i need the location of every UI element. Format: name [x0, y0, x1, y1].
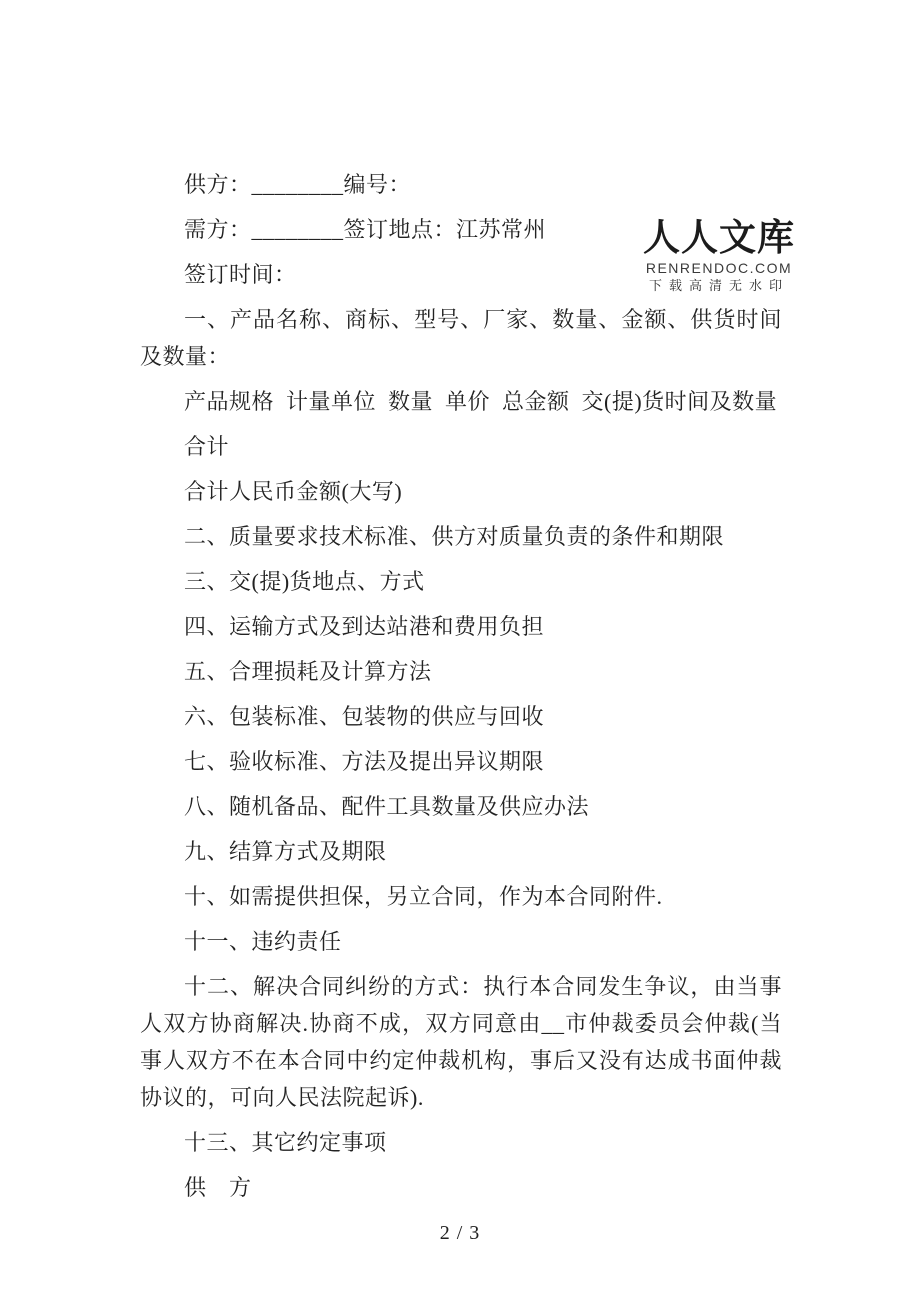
watermark-domain: RENRENDOC.COM [645, 260, 793, 276]
section-12-clause: 十二、解决合同纠纷的方式：执行本合同发生争议，由当事人双方协商解决.协商不成，双方同意由__市仲裁委员会仲裁(当事人双方不在本合同中约定仲裁机构，事后又没有达成书面仲裁协议的，可向人民法院起诉). [140, 974, 782, 1110]
product-spec-header: 产品规格 计量单位 数量 单价 总金额 交(提)货时间及数量 [184, 389, 778, 414]
total-amount-words-line: 合计人民币金额(大写) [184, 479, 403, 504]
section-3-title: 三、交(提)货地点、方式 [184, 569, 425, 594]
section-13-title: 十三、其它约定事项 [184, 1130, 387, 1155]
section-5-title: 五、合理损耗及计算方法 [184, 659, 432, 684]
supplier-line: 供方：________编号： [184, 172, 412, 197]
buyer-line: 需方：________签订地点：江苏常州 [184, 217, 547, 242]
section-8-title: 八、随机备品、配件工具数量及供应办法 [184, 794, 590, 819]
section-7-title: 七、验收标准、方法及提出异议期限 [184, 749, 545, 774]
section-6-title: 六、包装标准、包装物的供应与回收 [184, 704, 545, 729]
section-4-title: 四、运输方式及到达站港和费用负担 [184, 614, 545, 639]
signing-time-line: 签订时间： [184, 262, 297, 287]
page-number: 2 / 3 [439, 1222, 481, 1244]
contract-body [140, 166, 782, 1214]
section-2-title: 二、质量要求技术标准、供方对质量负责的条件和期限 [184, 524, 725, 549]
supplier-signature-line: 供 方 [184, 1175, 252, 1200]
section-10-title: 十、如需提供担保，另立合同，作为本合同附件. [184, 884, 663, 909]
watermark-tagline: 下载高清无水印 [648, 278, 789, 293]
section-9-title: 九、结算方式及期限 [184, 839, 387, 864]
watermark-logo-text: 人人文库 [643, 217, 795, 258]
section-11-title: 十一、违约责任 [184, 929, 342, 954]
total-line: 合计 [184, 434, 230, 459]
section-1-title: 一、产品名称、商标、型号、厂家、数量、金额、供货时间及数量： [140, 307, 782, 369]
